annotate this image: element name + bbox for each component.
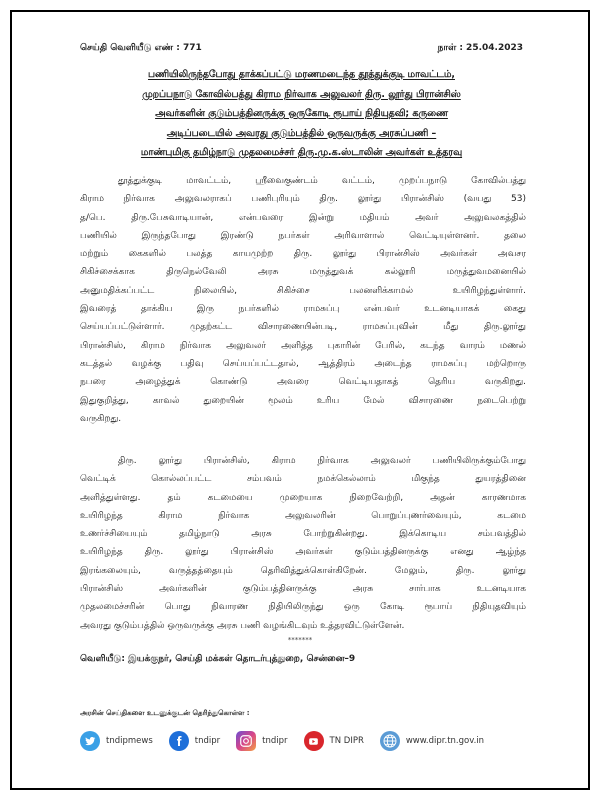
paragraph-line: சிகிச்சைக்காக திருநெல்வேலி அரசு மருத்துவக் கல்லூரி மருத்துவமனையில் [80,267,526,278]
section-separator: ******* [287,636,313,644]
release-by: வெளியீடு: இயக்குநர், செய்தி மக்கள் தொடர்புத்துறை, சென்னை–9 [80,654,356,664]
youtube-channel: TN DIPR [329,736,364,746]
title-line: அடிப்படையில் அவரது குடும்பத்தில் ஒருவருக்கு அரசுப்பணி – [166,127,437,139]
paragraph-line: தூத்துக்குடி மாவட்டம், ஸ்ரீவைகுண்டம் வட்டம், முறப்பநாடு கோவில்பத்து [118,176,526,186]
document-title [80,66,523,164]
social-instagram[interactable] [236,731,287,751]
body-paragraph-1 [80,172,526,428]
paragraph-line: உணர்ச்சியையும் தமிழ்நாடு அரசு போற்றுகின்றது. இக்கொடிய சம்பவத்தில் [80,529,526,540]
body-paragraph-2 [80,452,526,635]
paragraph-line: உயிரிழந்த கிராம நிர்வாக அலுவலரின் பொறுப்புணர்வையும், கடமை [80,510,526,521]
globe-icon [380,731,400,751]
website-url: www.dipr.tn.gov.in [405,736,485,746]
paragraph-line: பணியில் இருந்தபோது இரண்டு நபர்கள் அரிவாளால் வெட்டியுள்ளனர். தலை [80,230,526,241]
paragraph-line: நபரை அழைத்துக் கொண்டு அவரை வெட்டியதாகத் தெரிய வருகிறது. [80,377,526,388]
title-line: முறப்பநாடு கோவில்பத்து கிராம நிர்வாக அலுவலர் திரு. லூர்து பிரான்சிஸ் [142,88,461,100]
document-header [80,43,523,57]
twitter-icon [80,731,100,751]
instagram-handle: tndipr [262,736,288,746]
paragraph-line: அவரது குடும்பத்தில் ஒருவருக்கு அரசு பணி வழங்கிடவும் உத்தரவிட்டுள்ளேன். [80,620,405,631]
title-line: அவர்களின் குடும்பத்தினருக்கு ஒருகோடி ரூபாய் நிதியுதவி; கருணை [155,108,448,119]
paragraph-line: திரு. லூர்து பிரான்சிஸ், கிராம நிர்வாக அலுவலர் பணியிலிருக்கும்போது [118,456,526,466]
social-facebook[interactable] [169,731,220,751]
paragraph-line: முதலமைச்சரின் பொது நிவாரண நிதியிலிருந்து ஒரு கோடி ரூபாய் நிதியுதவியும் [80,602,526,613]
paragraph-line: அனுமதிக்கப்பட்ட நிலையில், சிகிச்சை பலனளிக்காமல் உயிரிழந்துள்ளார். [80,285,526,296]
twitter-handle: tndipmews [106,736,153,746]
paragraph-line: இரங்கலையும், வருத்தத்தையும் தெரிவித்துக்கொள்கிறேன். மேலும், திரு. லூர்து [80,565,526,576]
paragraph-line: கிராம நிர்வாக அலுவலராகப் பணிபுரியும் திரு. லூர்து பிரான்சிஸ் (வயது 53) [80,194,526,205]
paragraph-line: உயிரிழந்த திரு. லூர்து பிரான்சிஸ் அவர்கள் குடும்பத்தினருக்கு எனது ஆழ்ந்த [80,547,526,558]
title-line: பணியிலிருந்தபோது தாக்கப்பட்டு மரணமடைந்த தூத்துக்குடி மாவட்டம், [147,69,455,80]
follow-label: அரசின் செய்திகளை உடனுக்குடன் தெரிந்துகொள்ள : [80,709,250,717]
paragraph-line: பிரான்சிஸ், கிராம நிர்வாக அலுவலர் அளித்த புகாரின் பேரில், கடந்த வாரம் மணல் [80,340,526,351]
paragraph-line: வெட்டிக் கொல்லப்பட்ட சம்பவம் நமக்கெல்லாம் மிகுந்த துயரத்தினை [80,474,526,485]
instagram-icon [236,731,256,751]
social-twitter[interactable] [80,731,153,751]
release-date: நாள் : 25.04.2023 [437,43,523,53]
paragraph-line: பிரான்சிஸ் அவர்களின் குடும்பத்தினருக்கு அரசு சார்பாக உடனடியாக [80,584,526,595]
youtube-icon [304,731,324,751]
social-links [80,729,500,753]
paragraph-line: மற்றும் கைகளில் பலத்த காயமுற்ற திரு. லூர்து பிரான்சிஸ் அவர்கள் அவசர [80,249,526,260]
paragraph-line: கடத்தல் வழக்கு பதிவு செய்யப்பட்டதால், ஆத்திரம் அடைந்த ராமசுப்பு மற்றொரு [80,358,526,369]
social-website[interactable] [380,731,484,751]
paragraph-line: செய்யப்பட்டுள்ளார். முதற்கட்ட விசாரணையின்படி, ராமசுப்புவின் மீது திரு.லூர்து [80,322,526,333]
paragraph-line: வருகிறது. [80,413,122,424]
social-youtube[interactable] [304,731,364,751]
paragraph-line: த/பெ. திரு.பேசுவாடியான், என்பவரை இன்று மதியம் அவர் அலுவலகத்தில் [80,212,526,223]
title-line: மாண்புமிகு தமிழ்நாடு முதலமைச்சர் திரு.மு.க.ஸ்டாலின் அவர்கள் உத்தரவு [140,147,463,158]
paragraph-line: இவரைத் தாக்கிய இரு நபர்களில் ராமசுப்பு என்பவர் உடனடியாகக் கைது [80,304,526,315]
release-number: செய்தி வெளியீடு எண் : 771 [80,43,202,53]
facebook-icon [169,731,189,751]
facebook-handle: tndipr [194,736,221,746]
paragraph-line: அளித்துள்ளது. தம் கடமையை முறையாக நிறைவேற்றி, அதன் காரணமாக [80,492,526,503]
paragraph-line: இதுகுறித்து, காவல் துறையின் மூலம் உரிய மேல் விசாரணை நடைபெற்று [80,395,526,406]
